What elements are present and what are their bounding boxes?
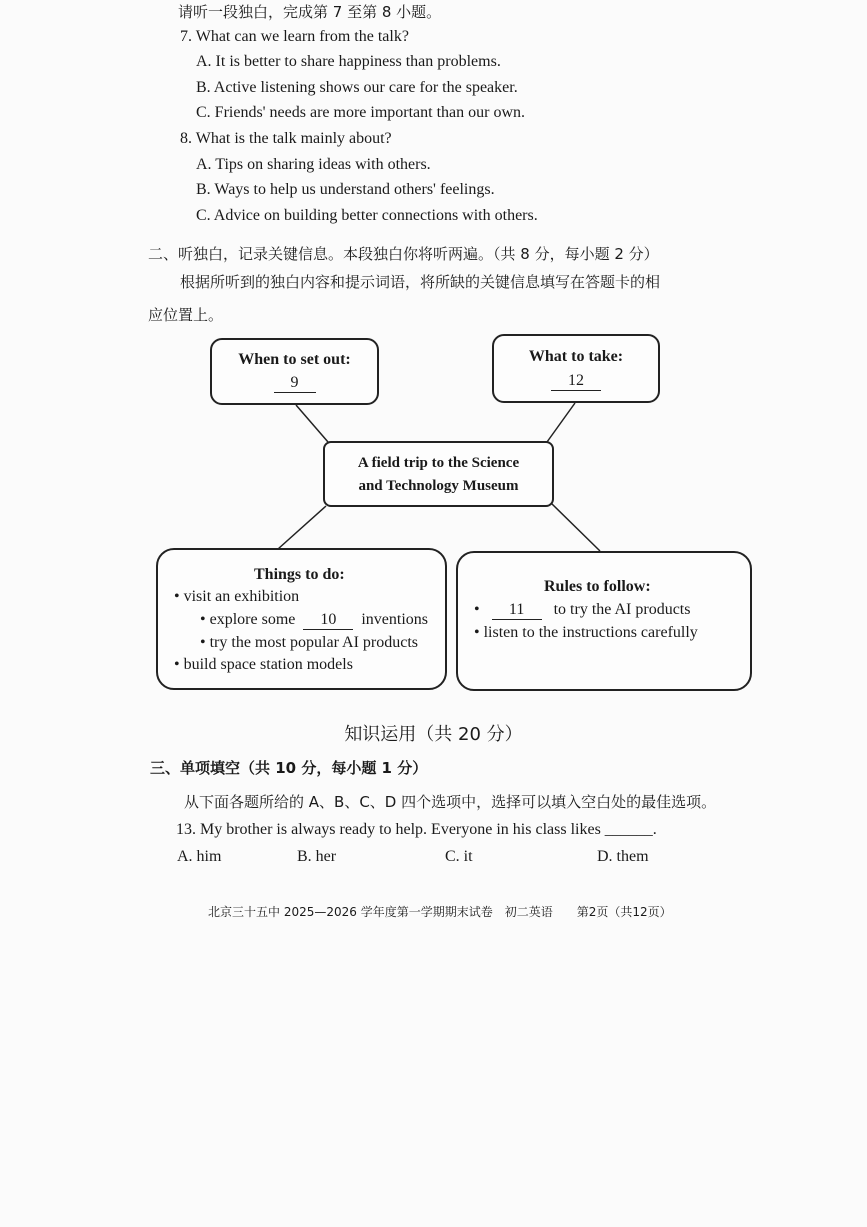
page-footer: 北京三十五中 2025—2026 学年度第一学期期末试卷 初二英语 第2页（共12页） bbox=[208, 905, 672, 919]
things-item-models: • build space station models bbox=[174, 656, 353, 673]
things-sub-explore: • explore some 10 inventions bbox=[200, 611, 429, 628]
rules-item-listen: • listen to the instructions carefully bbox=[474, 624, 698, 641]
center-topic-line2: and Technology Museum bbox=[358, 478, 519, 494]
section3-heading: 三、单项填空（共 10 分，每小题 1 分） bbox=[150, 759, 428, 777]
section3-instruction: 从下面各题所给的 A、B、C、D 四个选项中，选择可以填入空白处的最佳选项。 bbox=[184, 793, 717, 811]
things-to-do-title: Things to do: bbox=[254, 566, 345, 583]
blank-9: 9 bbox=[274, 374, 316, 393]
question-13-option-b: B. her bbox=[297, 848, 337, 865]
rules-item-blank: • 11 to try the AI products bbox=[474, 601, 691, 618]
center-topic-line1: A field trip to the Science bbox=[357, 455, 520, 471]
section2-instruction-line2: 应位置上。 bbox=[148, 306, 224, 324]
question-8-option-c: C. Advice on building better connections with others. bbox=[196, 207, 538, 224]
section1-instruction: 请听一段独白，完成第 7 至第 8 小题。 bbox=[178, 3, 442, 21]
center-topic-box bbox=[323, 441, 554, 507]
question-13-option-d: D. them bbox=[597, 848, 649, 865]
question-7-stem: 7. What can we learn from the talk? bbox=[180, 28, 409, 45]
question-8-option-a: A. Tips on sharing ideas with others. bbox=[196, 156, 431, 173]
rules-item-listen-text: listen to the instructions carefully bbox=[483, 624, 698, 641]
rules-to-follow-title: Rules to follow: bbox=[544, 578, 651, 595]
blank-12: 12 bbox=[551, 372, 601, 391]
things-item-exhibition-text: visit an exhibition bbox=[183, 588, 300, 605]
blank-10: 10 bbox=[303, 611, 353, 630]
things-item-models-text: build space station models bbox=[183, 656, 353, 673]
part-heading: 知识运用（共 20 分） bbox=[344, 724, 523, 745]
things-item-exhibition: • visit an exhibition bbox=[174, 588, 300, 605]
section2-instruction-line1: 根据所听到的独白内容和提示词语，将所缺的关键信息填写在答题卡的相 bbox=[180, 273, 661, 291]
question-8-stem: 8. What is the talk mainly about? bbox=[180, 130, 392, 147]
section2-heading: 二、听独白，记录关键信息。本段独白你将听两遍。（共 8 分，每小题 2 分） bbox=[148, 245, 659, 263]
things-sub-explore-text: explore some bbox=[209, 611, 296, 628]
what-to-take-title: What to take: bbox=[528, 348, 624, 365]
question-7-option-c: C. Friends' needs are more important than our own. bbox=[196, 104, 526, 121]
things-sub-ai-text: try the most popular AI products bbox=[209, 634, 419, 651]
question-13-option-c: C. it bbox=[445, 848, 473, 865]
blank-11: 11 bbox=[492, 601, 542, 620]
when-to-set-out-title: When to set out: bbox=[238, 351, 351, 368]
question-7-option-a: A. It is better to share happiness than problems. bbox=[196, 53, 501, 70]
things-sub-explore-post: inventions bbox=[361, 611, 429, 628]
question-13-option-a: A. him bbox=[177, 848, 222, 865]
rules-item-blank-post: to try the AI products bbox=[553, 601, 691, 618]
question-13-stem: 13. My brother is always ready to help. Everyone in his class likes ______. bbox=[176, 821, 657, 838]
things-sub-ai: • try the most popular AI products bbox=[200, 634, 419, 651]
rules-to-follow-box bbox=[456, 551, 752, 691]
when-to-set-out-box bbox=[210, 338, 379, 405]
question-7-option-b: B. Active listening shows our care for the speaker. bbox=[196, 79, 518, 96]
question-8-option-b: B. Ways to help us understand others' feelings. bbox=[196, 181, 495, 198]
what-to-take-box bbox=[492, 334, 660, 403]
things-to-do-box bbox=[156, 548, 447, 690]
